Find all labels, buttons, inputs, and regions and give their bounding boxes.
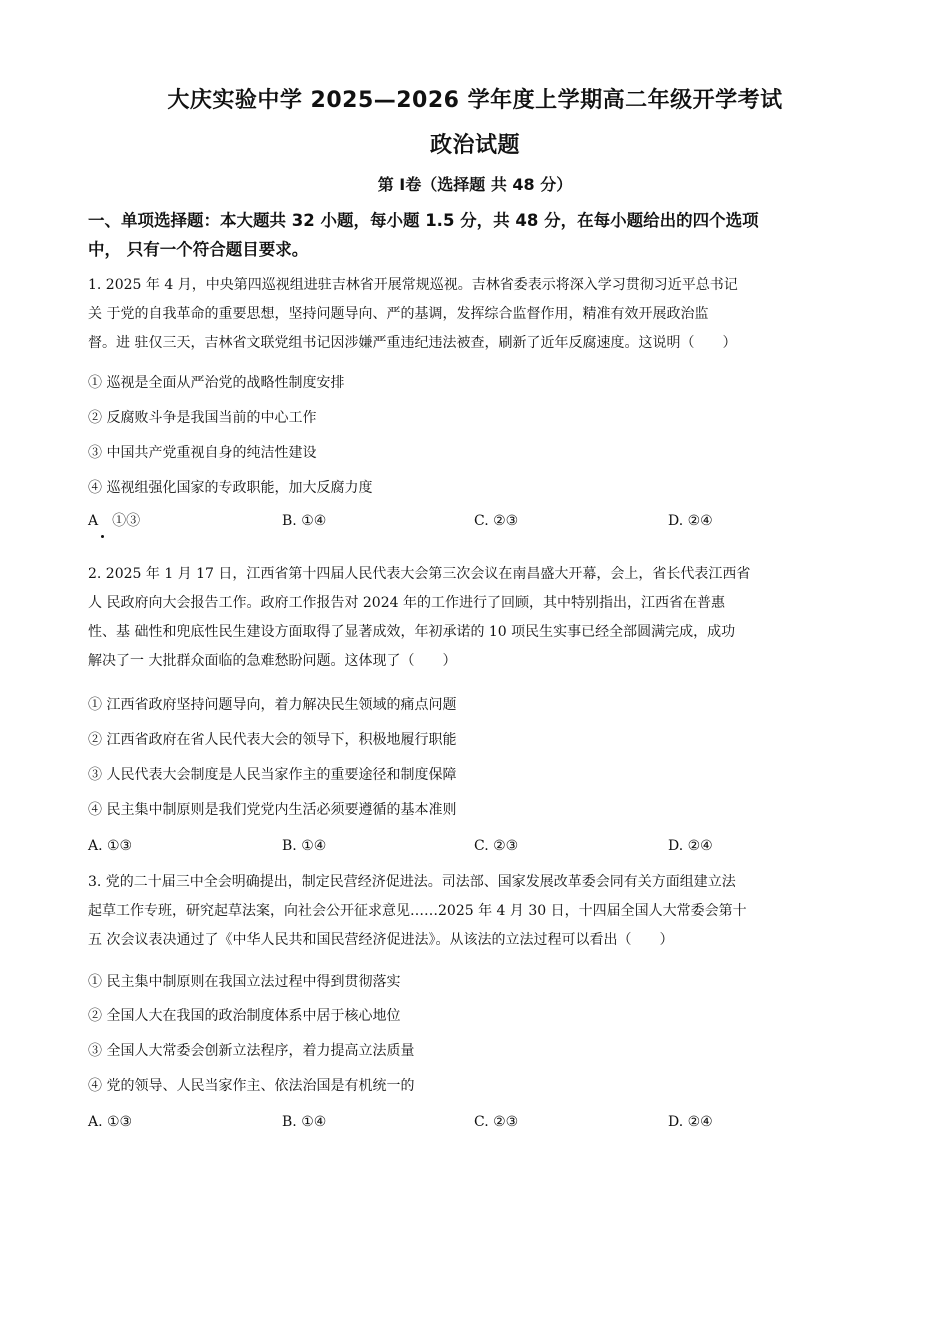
question-2-stem xyxy=(88,560,868,676)
question-2-choice-a[interactable]: A. ①③ xyxy=(88,838,133,854)
stem-line: 起草工作专班，研究起草法案，向社会公开征求意见……2025 年 4 月 30 日，十四届全国人大常委会第十 xyxy=(88,903,747,919)
stem-line: 2. 2025 年 1 月 17 日，江西省第十四届人民代表大会第三次会议在南昌盛大开幕，会上，省长代表江西省 xyxy=(88,566,751,582)
instruction-line: 一、单项选择题：本大题共 32 小题，每小题 1.5 分，共 48 分，在每小题给出的四个选项 xyxy=(88,211,759,230)
stem-line: 人 民政府向大会报告工作。政府工作报告对 2024 年的工作进行了回顾，其中特别指出，江西省在普惠 xyxy=(88,595,725,611)
stem-line: 性、基 础性和兜底性民生建设方面取得了显著成效，年初承诺的 10 项民生实事已经全部圆满完成，成功 xyxy=(88,624,736,640)
question-2-option-1: ① 江西省政府坚持问题导向，着力解决民生领域的痛点问题 xyxy=(88,697,457,713)
subject-title: 政治试题 xyxy=(429,133,520,158)
question-3-choice-c[interactable]: C. ②③ xyxy=(474,1114,519,1130)
question-2-option-2: ② 江西省政府在省人民代表大会的领导下，积极地履行职能 xyxy=(88,732,457,748)
question-3-choice-a[interactable]: A. ①③ xyxy=(88,1114,133,1130)
question-3-option-2: ② 全国人大在我国的政治制度体系中居于核心地位 xyxy=(88,1008,401,1024)
question-2-option-3: ③ 人民代表大会制度是人民当家作主的重要途径和制度保障 xyxy=(88,767,457,783)
stem-line: 五 次会议表决通过了《中华人民共和国民营经济促进法》。从该法的立法过程可以看出（ ） xyxy=(88,932,674,948)
exam-title: 大庆实验中学 2025—2026 学年度上学期高二年级开学考试 xyxy=(167,88,783,113)
question-2-choice-d[interactable]: D. ②④ xyxy=(668,838,713,854)
question-3-choice-d[interactable]: D. ②④ xyxy=(668,1114,713,1130)
question-1-stem xyxy=(88,271,868,358)
stem-line: 督。进 驻仅三天，吉林省文联党组书记因涉嫌严重违纪违法被查，刷新了近年反腐速度。这说明（ ） xyxy=(88,335,737,351)
question-1-option-3: ③ 中国共产党重视自身的纯洁性建设 xyxy=(88,445,317,461)
stem-line: 解决了一 大批群众面临的急难愁盼问题。这体现了（ ） xyxy=(88,653,457,669)
question-1-choice-a[interactable]: A ①③ xyxy=(88,513,141,529)
question-1-option-1: ① 巡视是全面从严治党的战略性制度安排 xyxy=(88,375,345,391)
stem-line: 关 于党的自我革命的重要思想，坚持问题导向、严的基调，发挥综合监督作用，精准有效开展政治监 xyxy=(88,306,709,322)
question-2-choice-c[interactable]: C. ②③ xyxy=(474,838,519,854)
stem-line: 1. 2025 年 4 月，中央第四巡视组进驻吉林省开展常规巡视。吉林省委表示将深入学习贯彻习近平总书记 xyxy=(88,277,738,293)
question-3-option-1: ① 民主集中制原则在我国立法过程中得到贯彻落实 xyxy=(88,974,401,990)
section-heading: 第 Ⅰ卷（选择题 共 48 分） xyxy=(377,175,573,194)
question-3-stem xyxy=(88,868,868,955)
instruction-line: 中， 只有一个符合题目要求。 xyxy=(88,240,309,259)
question-3-option-4: ④ 党的领导、人民当家作主、依法治国是有机统一的 xyxy=(88,1078,415,1094)
bullet-dot xyxy=(101,535,104,538)
question-3-choice-b[interactable]: B. ①④ xyxy=(282,1114,327,1130)
question-2-option-4: ④ 民主集中制原则是我们党党内生活必须要遵循的基本准则 xyxy=(88,802,457,818)
question-1-option-2: ② 反腐败斗争是我国当前的中心工作 xyxy=(88,410,317,426)
stem-line: 3. 党的二十届三中全会明确提出，制定民营经济促进法。司法部、国家发展改革委会同有关方面组建立法 xyxy=(88,874,736,890)
question-1-choice-c[interactable]: C. ②③ xyxy=(474,513,519,529)
question-1-choice-b[interactable]: B. ①④ xyxy=(282,513,327,529)
question-3-option-3: ③ 全国人大常委会创新立法程序，着力提高立法质量 xyxy=(88,1043,415,1059)
question-2-choice-b[interactable]: B. ①④ xyxy=(282,838,327,854)
question-1-option-4: ④ 巡视组强化国家的专政职能，加大反腐力度 xyxy=(88,480,373,496)
question-1-choice-d[interactable]: D. ②④ xyxy=(668,513,713,529)
section-instruction xyxy=(88,206,868,264)
